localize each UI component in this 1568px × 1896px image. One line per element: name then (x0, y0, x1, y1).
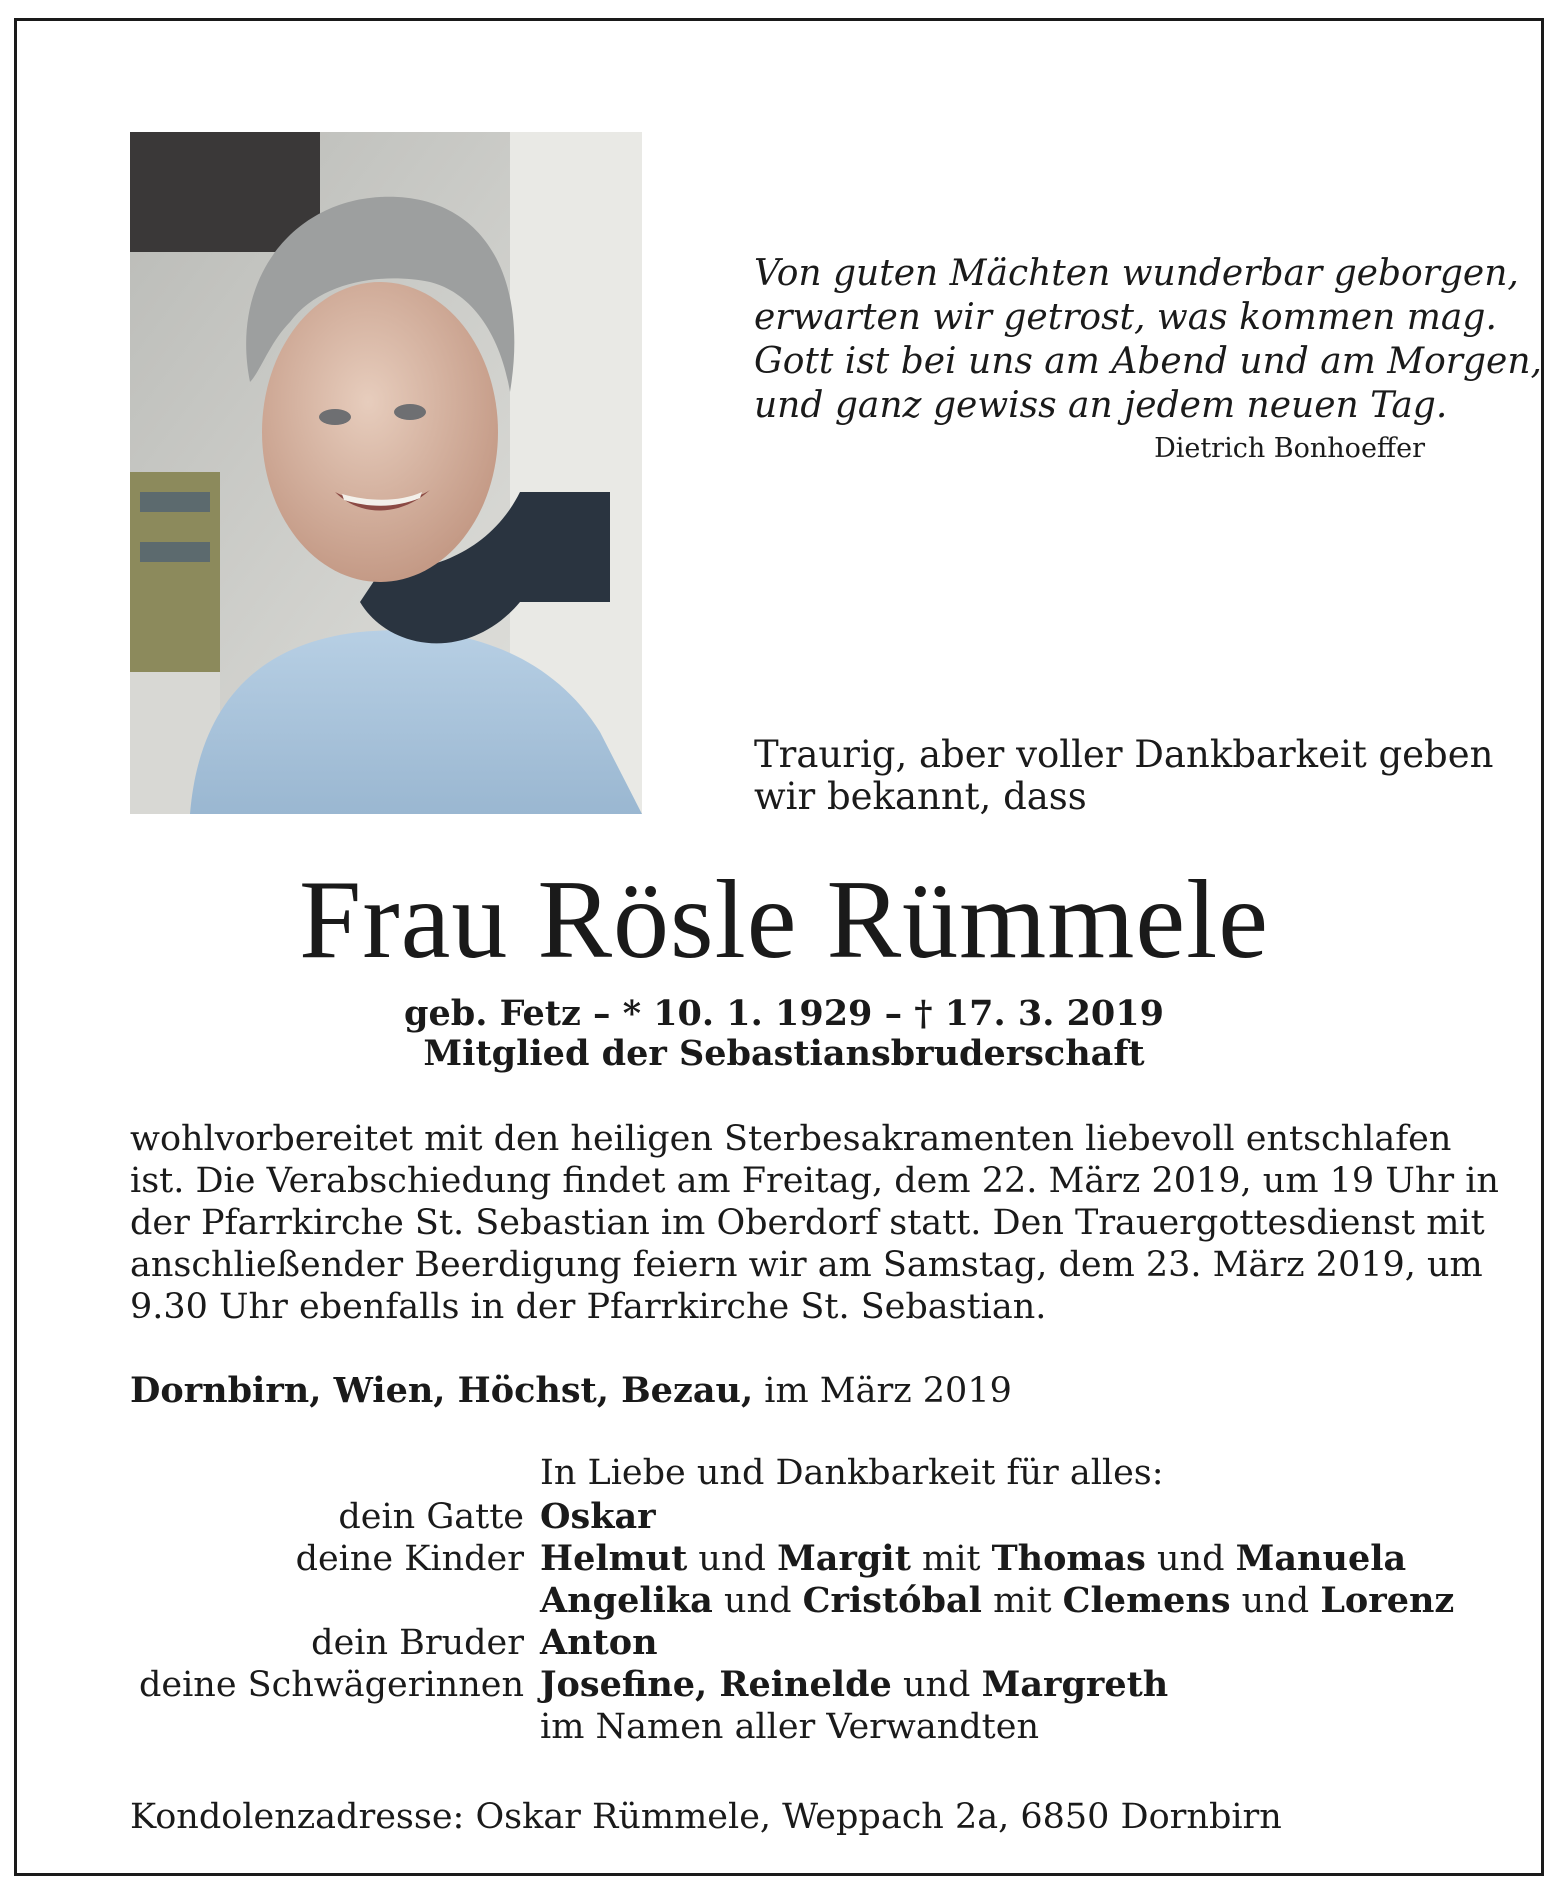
body-line: anschließender Beerdigung feiern wir am Samstag, dem 23. März 2019, um (130, 1245, 1483, 1285)
relation-label: deine Schwägerinnen (138, 1665, 524, 1705)
family-name: Clemens (1062, 1580, 1231, 1621)
deceased-name: Frau Rösle Rümmele (299, 858, 1269, 982)
quote-line: Von guten Mächten wunderbar geborgen, (754, 253, 1519, 294)
place-date (130, 1370, 1438, 1412)
connector: mit (922, 1539, 981, 1579)
intro-line: wir bekannt, dass (754, 775, 1087, 818)
portrait-photo (130, 132, 642, 814)
family-row (130, 1580, 1460, 1622)
body-line: 9.30 Uhr ebenfalls in der Pfarrkirche St. Sebastian. (130, 1287, 1047, 1327)
relation-label: dein Bruder (311, 1623, 524, 1663)
relation-label: dein Gatte (338, 1497, 524, 1537)
relatives-line: im Namen aller Verwandten (540, 1707, 1039, 1747)
bible-quote (754, 252, 1542, 428)
family-name: Oskar (540, 1496, 656, 1537)
connector: und (724, 1581, 792, 1621)
deceased-details (130, 994, 1438, 1074)
family-name: Anton (540, 1622, 658, 1663)
family-list (130, 1496, 1460, 1748)
family-name: Lorenz (1320, 1580, 1455, 1621)
connector: mit (993, 1581, 1052, 1621)
membership: Mitglied der Sebastiansbruderschaft (423, 1033, 1145, 1074)
quote-author: Dietrich Bonhoeffer (1154, 433, 1425, 464)
thanks-line: In Liebe und Dankbarkeit für alles: (540, 1453, 1164, 1493)
quote-line: und ganz gewiss an jedem neuen Tag. (754, 385, 1448, 426)
body-line: der Pfarrkirche St. Sebastian im Oberdorf statt. Den Trauergottesdienst mit (130, 1203, 1485, 1243)
family-name: Angelika (540, 1580, 713, 1621)
family-name: Thomas (991, 1538, 1146, 1579)
family-name: Helmut (540, 1538, 688, 1579)
place-cities: Dornbirn, Wien, Höchst, Bezau, (130, 1370, 754, 1411)
announcement-text (130, 1118, 1499, 1328)
family-row (130, 1664, 1460, 1706)
family-row (130, 1538, 1460, 1580)
quote-line: Gott ist bei uns am Abend und am Morgen, (754, 341, 1542, 382)
family-name: Manuela (1235, 1538, 1407, 1579)
family-row (130, 1706, 1460, 1748)
connector: und (1157, 1539, 1225, 1579)
family-row (130, 1622, 1460, 1664)
family-row (130, 1496, 1460, 1538)
connector: und (902, 1665, 971, 1705)
body-line: wohlvorbereitet mit den heiligen Sterbesakramenten liebevoll entschlafen (130, 1119, 1452, 1159)
place-month: im März 2019 (764, 1371, 1012, 1411)
quote-line: erwarten wir getrost, was kommen mag. (754, 297, 1497, 338)
relation-label: deine Kinder (295, 1539, 524, 1579)
family-name: Margreth (981, 1664, 1169, 1705)
intro-text (754, 733, 1494, 818)
condolence-address: Kondolenzadresse: Oskar Rümmele, Weppach 2a, 6850 Dornbirn (130, 1797, 1282, 1837)
intro-line: Traurig, aber voller Dankbarkeit geben (754, 733, 1494, 776)
life-dates: geb. Fetz – * 10. 1. 1929 – † 17. 3. 2019 (404, 993, 1164, 1034)
connector: und (1241, 1581, 1310, 1621)
family-name: Cristóbal (802, 1580, 982, 1621)
body-line: ist. Die Verabschiedung findet am Freitag, dem 22. März 2019, um 19 Uhr in (130, 1161, 1499, 1201)
family-name: Margit (777, 1538, 911, 1579)
family-name: Josefine, Reinelde (540, 1664, 892, 1705)
connector: und (698, 1539, 766, 1579)
